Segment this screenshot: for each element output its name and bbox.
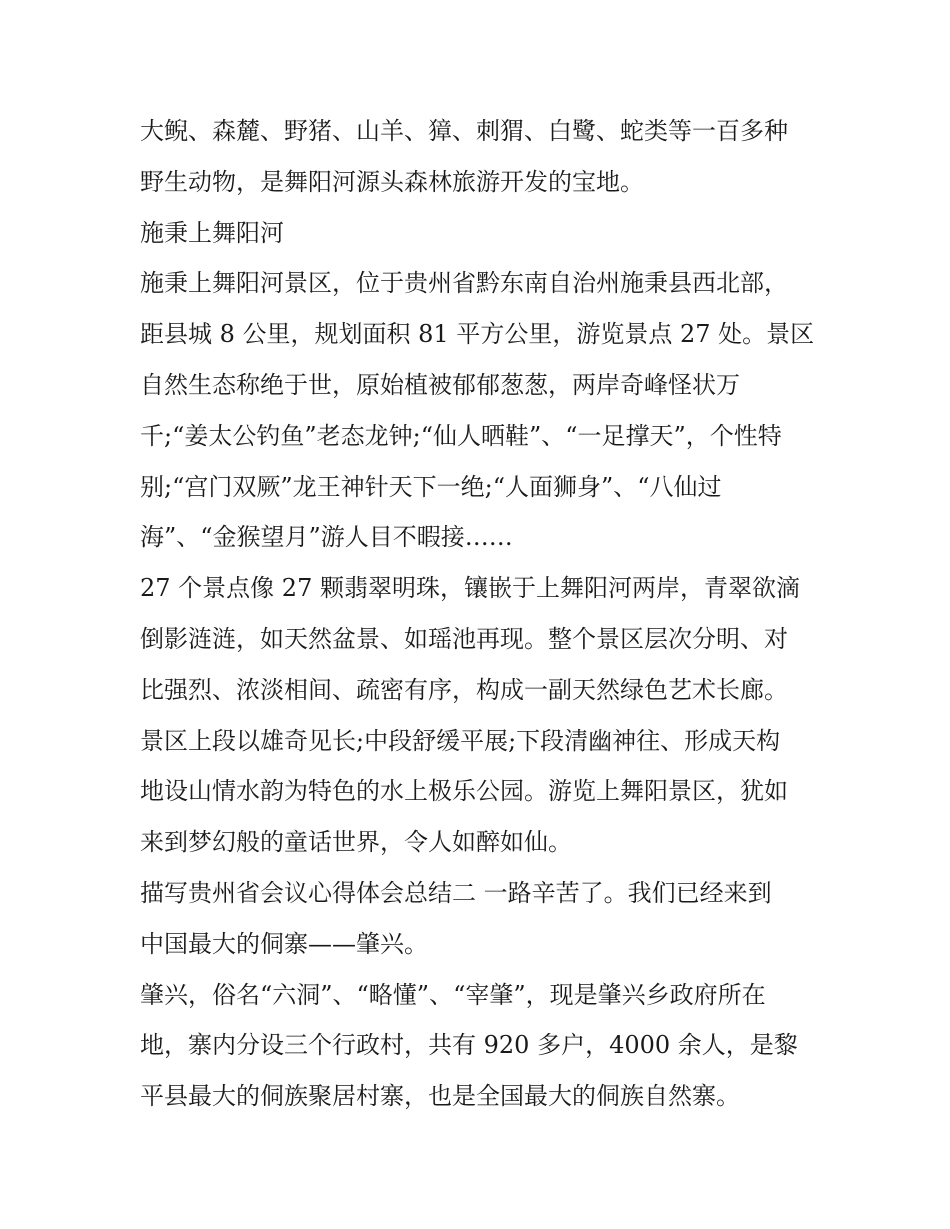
text-line-6: 自然生态称绝于世，原始植被郁郁葱葱，两岸奇峰怪状万	[140, 370, 740, 399]
text-line-19: 地，寨内分设三个行政村，共有 920 多户，4000 余人，是黎	[140, 1031, 798, 1060]
section-heading: 施秉上舞阳河	[140, 218, 284, 247]
text-line-17: 中国最大的侗寨——肇兴。	[140, 929, 428, 958]
text-line-20: 平县最大的侗族聚居村寨，也是全国最大的侗族自然寨。	[140, 1082, 740, 1111]
text-line-10: 27 个景点像 27 颗翡翠明珠，镶嵌于上舞阳河两岸，青翠欲滴	[140, 574, 800, 603]
text-line-15: 来到梦幻般的童话世界，令人如醉如仙。	[140, 828, 572, 857]
text-line-13: 景区上段以雄奇见长;中段舒缓平展;下段清幽神往、形成天构	[140, 726, 781, 755]
text-line-16: 描写贵州省会议心得体会总结二 一路辛苦了。我们已经来到	[140, 878, 772, 907]
text-line-18: 肇兴，俗名“六洞”、“略懂”、“宰肇”，现是肇兴乡政府所在	[140, 980, 766, 1009]
text-line-5: 距县城 8 公里，规划面积 81 平方公里，游览景点 27 处。景区	[140, 320, 815, 349]
text-line-9: 海”、“金猴望月”游人目不暇接……	[140, 523, 513, 552]
text-line-7: 千;“姜太公钓鱼”老态龙钟;“仙人晒鞋”、“一足撑天”，个性特	[140, 421, 782, 450]
text-line-2: 野生动物，是舞阳河源头森林旅游开发的宝地。	[140, 167, 644, 196]
text-line-1: 大鲵、森麓、野猪、山羊、獐、刺猬、白鹭、蛇类等一百多种	[140, 117, 788, 145]
text-line-12: 比强烈、浓淡相间、疏密有序，构成一副天然绿色艺术长廊。	[140, 675, 788, 704]
document-body	[140, 106, 830, 1122]
text-line-11: 倒影涟涟，如天然盆景、如瑶池再现。整个景区层次分明、对	[140, 624, 788, 653]
text-line-4: 施秉上舞阳河景区，位于贵州省黔东南自治州施秉县西北部，	[140, 269, 788, 298]
text-line-14: 地设山情水韵为特色的水上极乐公园。游览上舞阳景区，犹如	[140, 777, 788, 806]
text-line-8: 别;“宫门双厥”龙王神针天下一绝;“人面狮身”、“八仙过	[140, 472, 722, 501]
